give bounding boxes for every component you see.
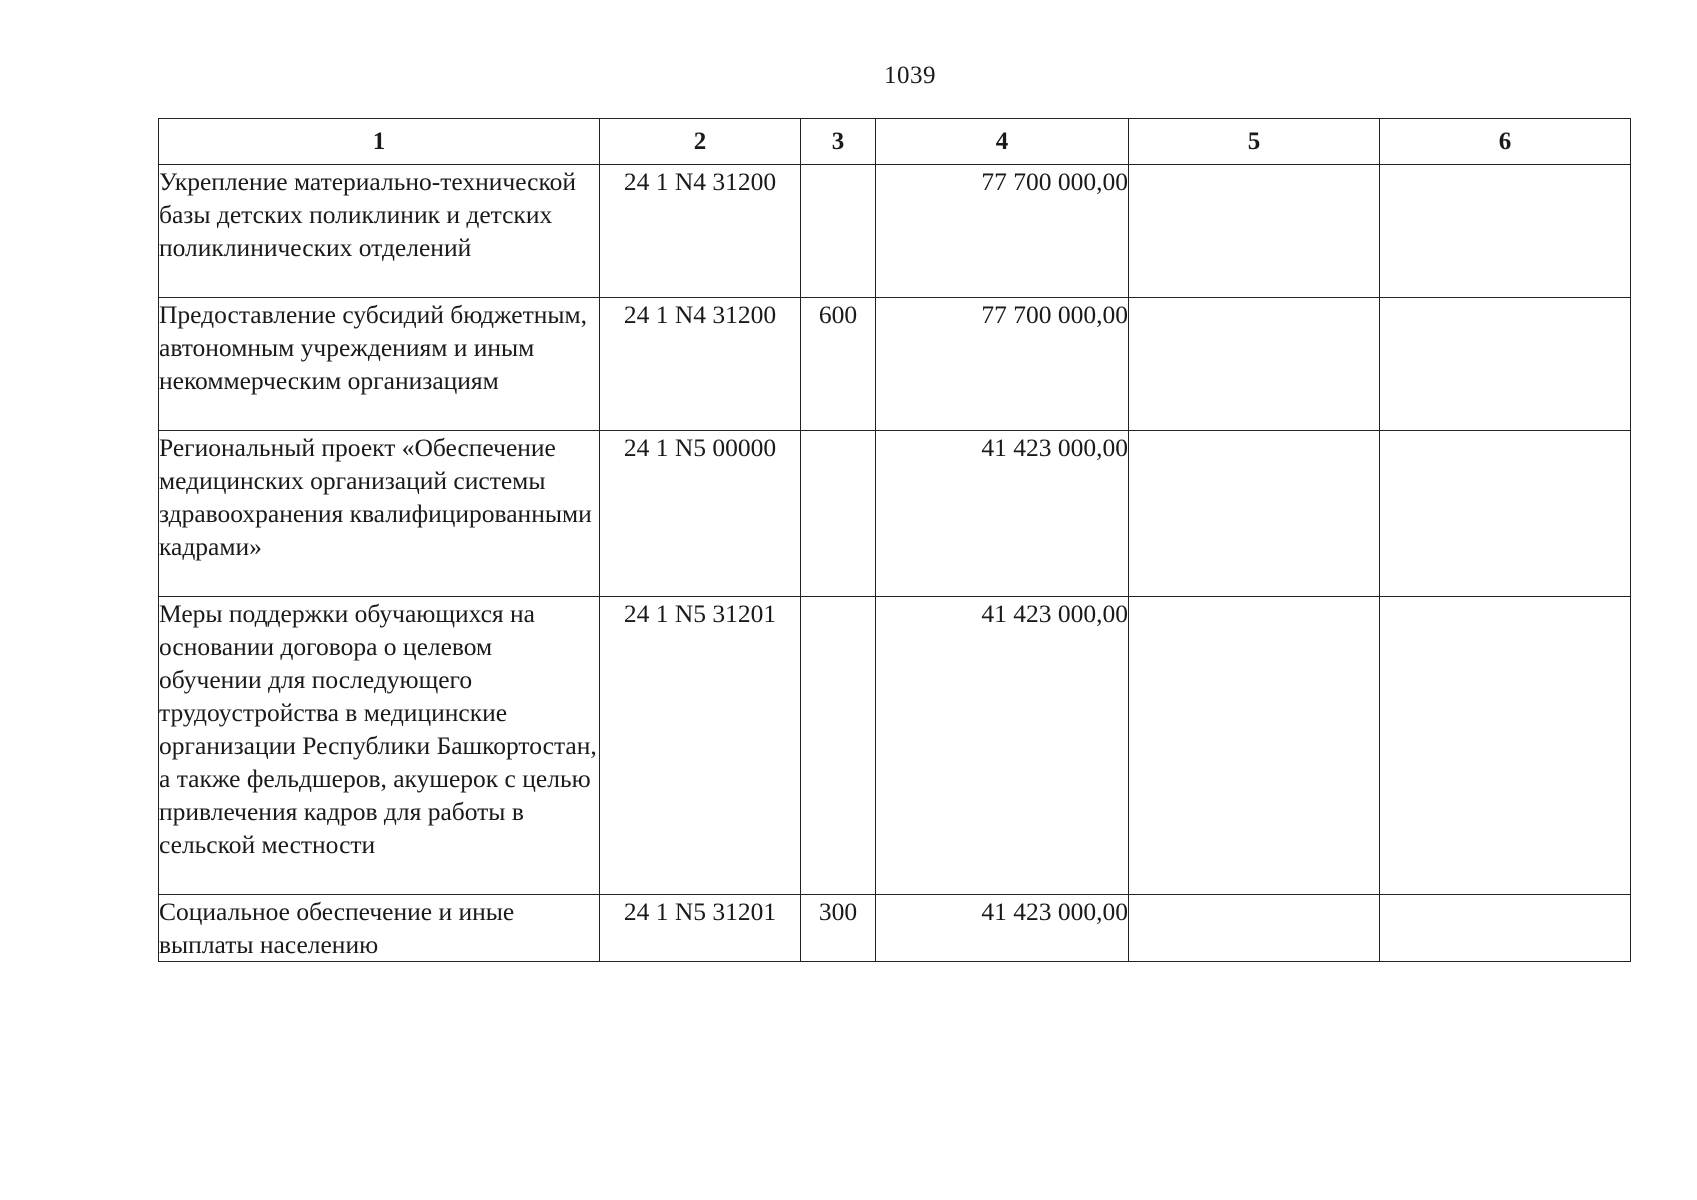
- row-type-cell: [801, 165, 876, 298]
- row-amount-cell: 41 423 000,00: [876, 431, 1129, 597]
- column-header-6: 6: [1380, 119, 1631, 165]
- row-amount-cell: 41 423 000,00: [876, 895, 1129, 962]
- column-header-2: 2: [600, 119, 801, 165]
- row-amount-cell: 77 700 000,00: [876, 165, 1129, 298]
- row-name-cell: Меры поддержки обучающихся на основании договора о целевом обучении для последующего трудоустройства в медицинские организации Республики Башкортостан, а также фельдшеров, акушерок с целью привлечения кадров для работы в сельской местности: [159, 597, 600, 895]
- row-code-cell: 24 1 N5 31201: [600, 895, 801, 962]
- row-type-cell: [801, 597, 876, 895]
- row-col5-cell: [1129, 431, 1380, 597]
- column-header-4: 4: [876, 119, 1129, 165]
- table-row: [159, 597, 1631, 895]
- table-row: [159, 165, 1631, 298]
- row-col5-cell: [1129, 597, 1380, 895]
- column-header-3: 3: [801, 119, 876, 165]
- table-header-row: [159, 119, 1631, 165]
- table-row: [159, 431, 1631, 597]
- row-code-cell: 24 1 N4 31200: [600, 298, 801, 431]
- row-name-cell: Укрепление материально-технической базы детских поликлиник и детских поликлинических отделений: [159, 165, 600, 298]
- row-col6-cell: [1380, 298, 1631, 431]
- column-header-5: 5: [1129, 119, 1380, 165]
- row-type-cell: 300: [801, 895, 876, 962]
- column-header-1: 1: [159, 119, 600, 165]
- row-col6-cell: [1380, 431, 1631, 597]
- table-row: [159, 895, 1631, 962]
- row-type-cell: [801, 431, 876, 597]
- row-col5-cell: [1129, 298, 1380, 431]
- row-name-cell: Социальное обеспечение и иные выплаты населению: [159, 895, 600, 962]
- row-name-cell: Предоставление субсидий бюджетным, автономным учреждениям и иным некоммерческим организациям: [159, 298, 600, 431]
- table-row: [159, 298, 1631, 431]
- row-col5-cell: [1129, 165, 1380, 298]
- row-col5-cell: [1129, 895, 1380, 962]
- page-number: 1039: [884, 62, 936, 89]
- row-amount-cell: 77 700 000,00: [876, 298, 1129, 431]
- row-amount-cell: 41 423 000,00: [876, 597, 1129, 895]
- row-name-cell: Региональный проект «Обеспечение медицинских организаций системы здравоохранения квалифицированными кадрами»: [159, 431, 600, 597]
- row-code-cell: 24 1 N5 31201: [600, 597, 801, 895]
- row-code-cell: 24 1 N4 31200: [600, 165, 801, 298]
- budget-table: [158, 118, 1631, 962]
- row-col6-cell: [1380, 895, 1631, 962]
- row-col6-cell: [1380, 165, 1631, 298]
- row-code-cell: 24 1 N5 00000: [600, 431, 801, 597]
- row-col6-cell: [1380, 597, 1631, 895]
- row-type-cell: 600: [801, 298, 876, 431]
